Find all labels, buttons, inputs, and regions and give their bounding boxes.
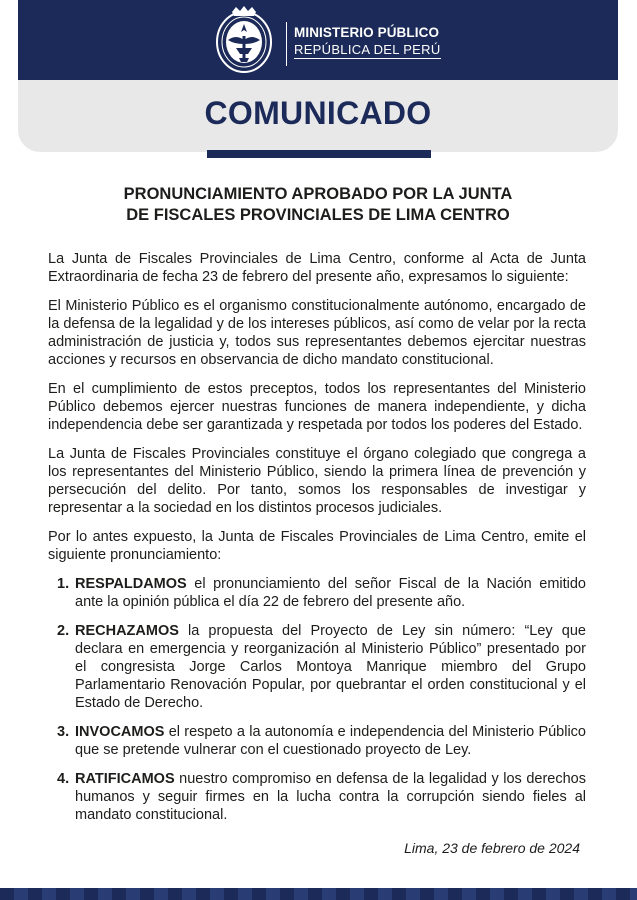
paragraph: La Junta de Fiscales Provinciales constituye el órgano colegiado que congrega a los representantes del Ministerio Público, siendo la primera línea de prevención y persecución del delito. Por tanto, somos los responsables de investigar y representar a la sociedad en los distintos procesos judiciales. <box>48 446 586 516</box>
item-number: 4. <box>57 771 70 787</box>
pronouncement-item <box>48 622 586 712</box>
document-title <box>48 184 588 226</box>
pronouncement-item <box>48 723 586 759</box>
paragraph: El Ministerio Público es el organismo constitucionalmente autónomo, encargado de la defensa de la legalidad y de los intereses públicos, así como de velar por la recta administración de justicia y, todos sus representantes debemos ejercitar nuestras acciones y recursos en observancia de dicho mandato constitucional. <box>48 298 586 368</box>
pronouncement-list <box>48 575 586 824</box>
signoff-date: Lima, 23 de febrero de 2024 <box>404 840 580 856</box>
item-text: el respeto a la autonomía e independencia del Ministerio Público que se pretende vulnerar con el cuestionado proyecto de Ley. <box>75 724 586 758</box>
paragraph-conclusion: Por lo antes expuesto, la Junta de Fiscales Provinciales de Lima Centro, emite el siguiente pronunciamiento: <box>48 529 586 563</box>
org-name: MINISTERIO PÚBLICO <box>294 25 440 40</box>
document-type: COMUNICADO <box>204 95 432 131</box>
item-text: la propuesta del Proyecto de Ley sin número: “Ley que declara en emergencia y reorganización al Ministerio Público” presentado por el congresista Jorge Carlos Montoya Manrique miembro del Grupo Parlamentario Renovación Popular, por quebrantar el orden constitucional y el Estado de Derecho. <box>75 623 586 711</box>
item-keyword: RECHAZAMOS <box>75 623 179 639</box>
logo-divider <box>286 22 287 66</box>
paragraph-intro: La Junta de Fiscales Provinciales de Lima Centro, conforme al Acta de Junta Extraordinaria de fecha 23 de febrero del presente año, expresamos lo siguiente: <box>48 251 586 285</box>
document-body <box>48 250 586 835</box>
item-number: 1. <box>57 576 70 592</box>
item-keyword: RATIFICAMOS <box>75 771 175 787</box>
item-text: nuestro compromiso en defensa de la legalidad y los derechos humanos y seguir firmes en la lucha contra la corrupción siendo fieles al mandato constitucional. <box>75 771 586 823</box>
item-keyword: INVOCAMOS <box>75 724 165 740</box>
accent-bar <box>207 150 431 158</box>
item-number: 2. <box>57 623 70 639</box>
item-number: 3. <box>57 724 70 740</box>
pronouncement-item <box>48 770 586 824</box>
footer-stripe <box>0 888 637 900</box>
org-subtitle: REPÚBLICA DEL PERÚ <box>294 42 441 57</box>
pronouncement-item <box>48 575 586 611</box>
letterhead <box>18 0 618 152</box>
title-line-1: PRONUNCIAMIENTO APROBADO POR LA JUNTA <box>123 185 513 203</box>
title-line-2: DE FISCALES PROVINCIALES DE LIMA CENTRO <box>126 206 510 224</box>
letterhead-band <box>18 0 618 80</box>
ministerio-publico-seal-icon <box>214 6 274 74</box>
item-text: el pronunciamiento del señor Fiscal de la Nación emitido ante la opinión pública el día 22 de febrero del presente año. <box>75 576 586 610</box>
item-keyword: RESPALDAMOS <box>75 576 187 592</box>
paragraph: En el cumplimiento de estos preceptos, todos los representantes del Ministerio Público debemos ejercer nuestras funciones de manera independiente, y dicha independencia debe ser garantizada y respetada por todos los poderes del Estado. <box>48 381 586 433</box>
